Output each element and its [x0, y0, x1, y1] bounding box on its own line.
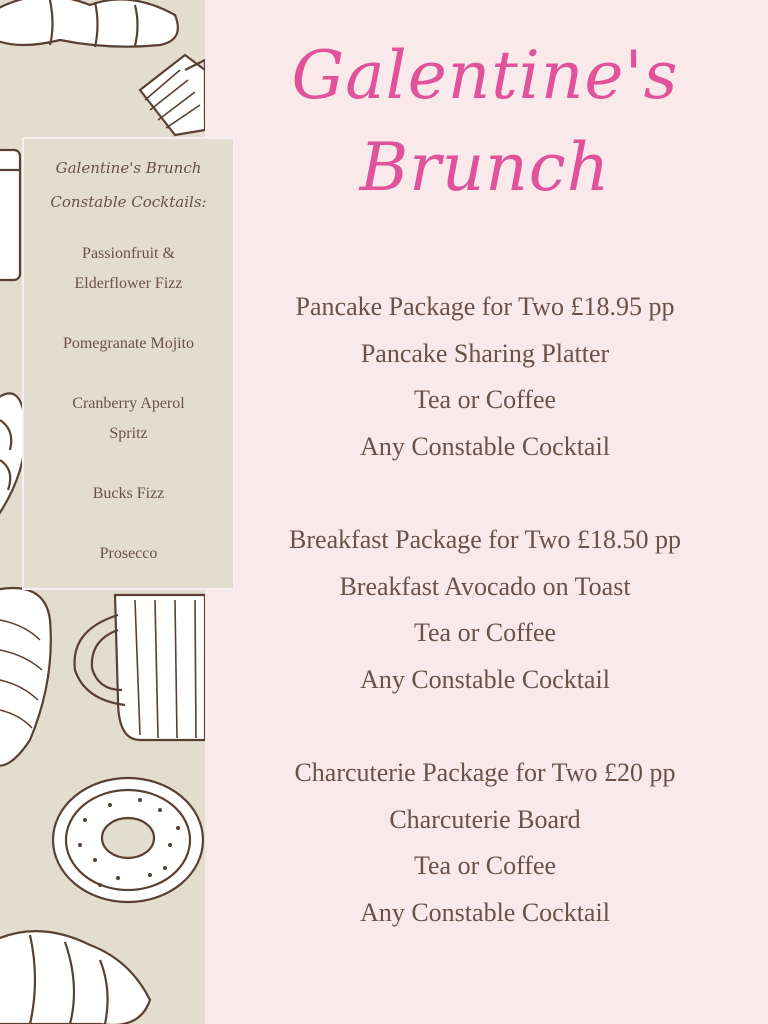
package-item: Tea or Coffee [413, 618, 557, 647]
cocktail-item [24, 389, 233, 449]
package-item: Any Constable Cocktail [360, 431, 610, 461]
cake-slice-icon [140, 55, 205, 135]
package-item: Tea or Coffee [413, 851, 557, 880]
croissant-icon [0, 931, 150, 1024]
cocktail-name-line-2: Spritz [109, 425, 148, 442]
cocktail-item [24, 329, 233, 359]
croissant-icon [0, 0, 178, 47]
package-block-pancake [235, 284, 735, 470]
cupcake-icon [0, 588, 51, 766]
package-heading: Charcuterie Package for Two £20 pp [294, 758, 676, 787]
cocktail-name-line-1: Pomegranate Mojito [62, 335, 195, 352]
package-item: Breakfast Avocado on Toast [339, 571, 631, 601]
cocktail-item [24, 539, 233, 569]
package-block-breakfast [235, 517, 735, 703]
cocktail-name-line-1: Prosecco [99, 545, 158, 562]
cocktail-menu-heading [24, 151, 233, 219]
page-title-line-1: Galentine's [291, 37, 679, 114]
package-item: Charcuterie Board [389, 804, 581, 834]
cocktail-list [24, 239, 233, 569]
package-item: Pancake Sharing Platter [360, 338, 610, 368]
cocktail-heading-line-1: Galentine's Brunch [55, 159, 202, 177]
package-item: Tea or Coffee [413, 385, 557, 414]
package-heading: Breakfast Package for Two £18.50 pp [289, 525, 681, 554]
cocktail-heading-line-2: Constable Cocktails: [50, 193, 207, 211]
package-block-charcuterie [235, 750, 735, 936]
cocktail-name-line-2: Elderflower Fizz [74, 275, 183, 292]
cocktail-item [24, 479, 233, 509]
donut-icon [53, 778, 203, 902]
mug-icon [75, 595, 205, 740]
cocktail-name-line-1: Passionfruit & [82, 245, 175, 262]
package-list [235, 284, 735, 983]
package-heading: Pancake Package for Two £18.95 pp [295, 292, 675, 321]
mug-icon [0, 150, 20, 280]
package-item: Any Constable Cocktail [360, 897, 610, 927]
page-title-line-2: Brunch [359, 129, 611, 206]
cocktail-name-line-1: Cranberry Aperol [72, 395, 185, 412]
page-title [250, 30, 720, 214]
cocktail-menu-card [22, 137, 235, 590]
cocktail-item [24, 239, 233, 299]
package-item: Any Constable Cocktail [360, 664, 610, 694]
cocktail-name-line-1: Bucks Fizz [92, 485, 165, 502]
